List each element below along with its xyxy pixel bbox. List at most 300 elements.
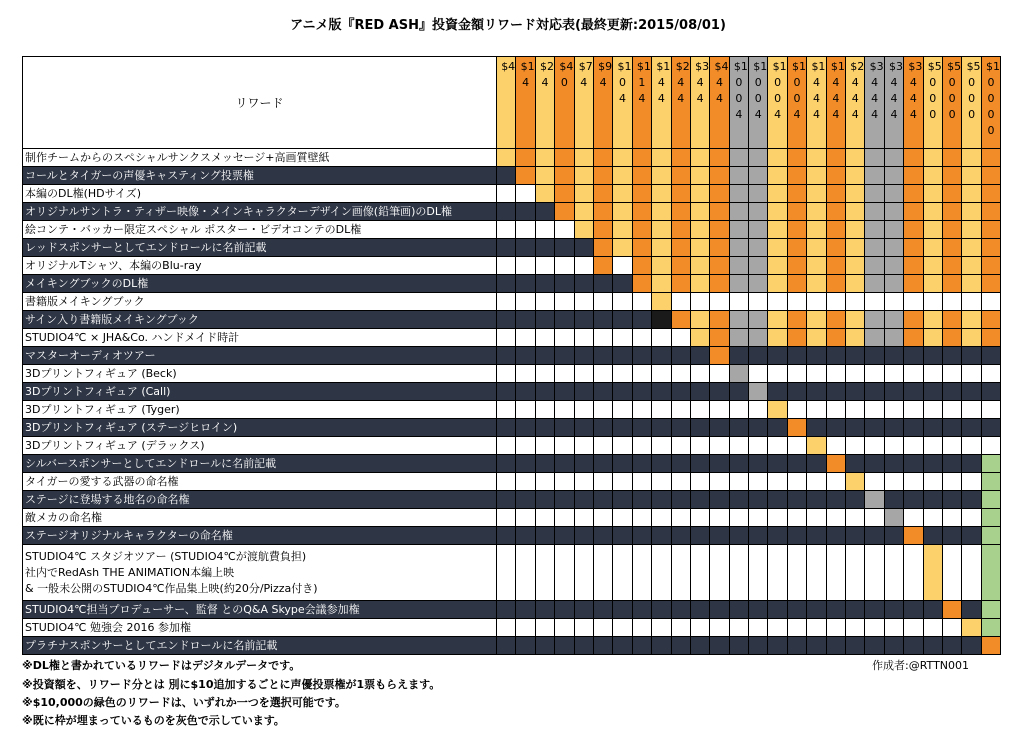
reward-cell <box>865 311 884 329</box>
reward-cell <box>690 167 709 185</box>
tier-label: $3444 <box>908 60 923 121</box>
reward-cell <box>749 401 768 419</box>
reward-cell <box>826 419 845 437</box>
reward-cell <box>942 167 961 185</box>
reward-cell <box>904 601 923 619</box>
reward-cell <box>923 437 942 455</box>
reward-cell <box>884 527 903 545</box>
reward-cell <box>497 203 516 221</box>
reward-cell <box>555 491 574 509</box>
reward-cell <box>904 329 923 347</box>
tier-header <box>593 57 612 149</box>
reward-row <box>23 437 1001 455</box>
reward-cell <box>942 619 961 637</box>
reward-cell <box>574 257 593 275</box>
reward-cell <box>632 419 651 437</box>
reward-cell <box>981 437 1000 455</box>
reward-row <box>23 167 1001 185</box>
reward-cell <box>535 185 554 203</box>
reward-cell <box>690 347 709 365</box>
reward-cell <box>826 473 845 491</box>
reward-cell <box>535 455 554 473</box>
reward-cell <box>865 601 884 619</box>
reward-cell <box>690 311 709 329</box>
reward-cell <box>962 221 981 239</box>
reward-cell <box>884 419 903 437</box>
reward-cell <box>516 509 535 527</box>
reward-label: ステージオリジナルキャラクターの命名権 <box>23 527 497 545</box>
reward-cell <box>729 149 748 167</box>
reward-cell <box>671 257 690 275</box>
reward-cell <box>632 473 651 491</box>
reward-cell <box>729 293 748 311</box>
reward-row <box>23 347 1001 365</box>
reward-cell <box>923 329 942 347</box>
reward-cell <box>749 221 768 239</box>
reward-cell <box>865 221 884 239</box>
reward-cell <box>593 185 612 203</box>
reward-cell <box>497 257 516 275</box>
reward-cell <box>671 383 690 401</box>
reward-cell <box>865 619 884 637</box>
reward-cell <box>593 293 612 311</box>
reward-cell <box>749 619 768 637</box>
reward-cell <box>710 167 729 185</box>
reward-cell <box>981 149 1000 167</box>
reward-cell <box>497 221 516 239</box>
reward-cell <box>962 167 981 185</box>
tier-header <box>962 57 981 149</box>
reward-cell <box>574 167 593 185</box>
reward-cell <box>497 419 516 437</box>
reward-cell <box>904 401 923 419</box>
reward-cell <box>690 491 709 509</box>
reward-cell <box>846 383 865 401</box>
reward-cell <box>555 275 574 293</box>
reward-cell <box>516 491 535 509</box>
reward-cell <box>593 527 612 545</box>
reward-cell <box>962 185 981 203</box>
reward-cell <box>942 275 961 293</box>
reward-row <box>23 275 1001 293</box>
reward-cell <box>671 185 690 203</box>
reward-cell <box>846 637 865 655</box>
reward-cell <box>923 383 942 401</box>
reward-cell <box>535 491 554 509</box>
reward-cell <box>535 203 554 221</box>
reward-cell <box>593 347 612 365</box>
reward-cell <box>613 455 632 473</box>
reward-cell <box>981 203 1000 221</box>
reward-cell <box>652 167 671 185</box>
reward-cell <box>826 347 845 365</box>
reward-cell <box>613 509 632 527</box>
reward-cell <box>535 419 554 437</box>
reward-cell <box>652 203 671 221</box>
reward-cell <box>846 239 865 257</box>
reward-cell <box>942 401 961 419</box>
reward-cell <box>768 473 787 491</box>
tier-header <box>768 57 787 149</box>
reward-cell <box>516 437 535 455</box>
reward-cell <box>826 401 845 419</box>
reward-cell <box>555 203 574 221</box>
reward-cell <box>981 257 1000 275</box>
reward-cell <box>690 527 709 545</box>
reward-cell <box>497 437 516 455</box>
reward-cell <box>535 619 554 637</box>
reward-cell <box>652 365 671 383</box>
reward-cell <box>826 437 845 455</box>
reward-cell <box>652 257 671 275</box>
reward-cell <box>632 239 651 257</box>
reward-cell <box>846 203 865 221</box>
reward-cell <box>981 311 1000 329</box>
reward-cell <box>768 455 787 473</box>
reward-cell <box>593 419 612 437</box>
reward-cell <box>710 149 729 167</box>
tier-label: $114 <box>636 60 651 105</box>
reward-cell <box>710 185 729 203</box>
reward-cell <box>787 527 806 545</box>
reward-cell <box>749 275 768 293</box>
reward-cell <box>652 419 671 437</box>
reward-cell <box>632 185 651 203</box>
reward-cell <box>884 619 903 637</box>
reward-cell <box>846 293 865 311</box>
reward-cell <box>807 473 826 491</box>
reward-cell <box>942 365 961 383</box>
reward-cell <box>981 509 1000 527</box>
reward-cell <box>632 437 651 455</box>
reward-cell <box>787 619 806 637</box>
page-title: アニメ版『RED ASH』投資金額リワード対応表(最終更新:2015/08/01) <box>290 18 726 33</box>
reward-cell <box>826 619 845 637</box>
reward-label: 3Dプリントフィギュア (Tyger) <box>23 401 497 419</box>
reward-cell <box>846 167 865 185</box>
reward-cell <box>962 347 981 365</box>
reward-cell <box>787 419 806 437</box>
reward-cell <box>904 293 923 311</box>
reward-cell <box>632 149 651 167</box>
reward-cell <box>497 329 516 347</box>
reward-cell <box>923 257 942 275</box>
reward-cell <box>923 293 942 311</box>
reward-label: 3Dプリントフィギュア (Beck) <box>23 365 497 383</box>
reward-cell <box>884 221 903 239</box>
reward-cell <box>865 637 884 655</box>
reward-cell <box>652 509 671 527</box>
reward-cell <box>904 473 923 491</box>
reward-cell <box>593 401 612 419</box>
reward-cell <box>787 637 806 655</box>
reward-label: 絵コンテ・バッカー限定スペシャル ポスター・ビデオコンテのDL権 <box>23 221 497 239</box>
reward-cell <box>593 275 612 293</box>
reward-cell <box>942 257 961 275</box>
reward-cell <box>497 311 516 329</box>
reward-cell <box>865 275 884 293</box>
reward-cell <box>942 419 961 437</box>
reward-cell <box>787 401 806 419</box>
reward-cell <box>981 545 1000 601</box>
reward-cell <box>884 401 903 419</box>
reward-cell <box>729 491 748 509</box>
reward-cell <box>807 239 826 257</box>
reward-cell <box>729 401 748 419</box>
tier-label: $10000 <box>985 60 1000 137</box>
reward-cell <box>535 311 554 329</box>
reward-cell <box>865 203 884 221</box>
reward-cell <box>497 383 516 401</box>
reward-cell <box>826 203 845 221</box>
reward-cell <box>632 601 651 619</box>
reward-cell <box>942 491 961 509</box>
reward-cell <box>535 437 554 455</box>
reward-cell <box>652 401 671 419</box>
reward-cell <box>593 239 612 257</box>
reward-cell <box>807 545 826 601</box>
reward-cell <box>768 275 787 293</box>
reward-cell <box>671 203 690 221</box>
reward-cell <box>710 311 729 329</box>
reward-cell <box>613 167 632 185</box>
reward-cell <box>710 257 729 275</box>
tier-label: $2444 <box>850 60 865 121</box>
reward-cell <box>846 545 865 601</box>
reward-cell <box>516 347 535 365</box>
reward-cell <box>942 437 961 455</box>
reward-cell <box>904 437 923 455</box>
reward-cell <box>942 383 961 401</box>
reward-cell <box>962 473 981 491</box>
reward-cell <box>593 329 612 347</box>
tier-label: $444 <box>714 60 729 105</box>
reward-cell <box>981 419 1000 437</box>
reward-cell <box>981 527 1000 545</box>
reward-cell <box>846 185 865 203</box>
reward-cell <box>555 149 574 167</box>
reward-cell <box>574 637 593 655</box>
reward-cell <box>749 545 768 601</box>
reward-cell <box>942 473 961 491</box>
reward-cell <box>516 545 535 601</box>
reward-cell <box>671 347 690 365</box>
reward-label <box>23 545 497 601</box>
reward-cell <box>574 437 593 455</box>
reward-cell <box>516 419 535 437</box>
reward-cell <box>846 455 865 473</box>
reward-cell <box>826 637 845 655</box>
reward-label: 3Dプリントフィギュア (Call) <box>23 383 497 401</box>
reward-cell <box>729 221 748 239</box>
reward-cell <box>535 509 554 527</box>
reward-cell <box>555 419 574 437</box>
reward-cell <box>962 401 981 419</box>
reward-cell <box>593 365 612 383</box>
reward-cell <box>787 329 806 347</box>
tier-label: $5000 <box>927 60 942 121</box>
tier-label: $144 <box>656 60 671 105</box>
reward-cell <box>884 365 903 383</box>
reward-cell <box>729 167 748 185</box>
reward-cell <box>574 239 593 257</box>
reward-cell <box>749 437 768 455</box>
reward-cell <box>535 293 554 311</box>
reward-cell <box>671 455 690 473</box>
reward-cell <box>942 637 961 655</box>
reward-cell <box>787 383 806 401</box>
reward-cell <box>846 473 865 491</box>
reward-cell <box>710 239 729 257</box>
reward-cell <box>807 383 826 401</box>
reward-cell <box>787 239 806 257</box>
reward-cell <box>593 601 612 619</box>
reward-cell <box>749 601 768 619</box>
reward-cell <box>497 545 516 601</box>
reward-cell <box>807 293 826 311</box>
reward-cell <box>807 637 826 655</box>
reward-cell <box>846 347 865 365</box>
reward-label: STUDIO4℃ 勉強会 2016 参加権 <box>23 619 497 637</box>
reward-cell <box>807 401 826 419</box>
reward-cell <box>865 419 884 437</box>
reward-cell <box>962 365 981 383</box>
reward-cell <box>981 347 1000 365</box>
reward-cell <box>497 509 516 527</box>
reward-cell <box>807 419 826 437</box>
reward-cell <box>690 637 709 655</box>
reward-row <box>23 203 1001 221</box>
reward-cell <box>962 509 981 527</box>
tier-header <box>981 57 1000 149</box>
reward-cell <box>690 149 709 167</box>
reward-cell <box>865 365 884 383</box>
reward-cell <box>497 149 516 167</box>
reward-cell <box>749 637 768 655</box>
tier-label: $74 <box>578 60 593 89</box>
reward-cell <box>749 257 768 275</box>
reward-cell <box>516 473 535 491</box>
reward-cell <box>574 527 593 545</box>
reward-column-header: リワード <box>23 57 497 149</box>
reward-cell <box>555 221 574 239</box>
reward-cell <box>516 455 535 473</box>
reward-cell <box>555 637 574 655</box>
reward-cell <box>729 365 748 383</box>
reward-cell <box>671 365 690 383</box>
reward-cell <box>652 293 671 311</box>
reward-cell <box>865 545 884 601</box>
reward-cell <box>749 347 768 365</box>
reward-cell <box>962 455 981 473</box>
reward-cell <box>981 167 1000 185</box>
tier-label: $1004 <box>792 60 807 121</box>
author-credit: 作成者:@RTTN001 <box>872 659 970 672</box>
reward-cell <box>884 257 903 275</box>
reward-row <box>23 491 1001 509</box>
reward-cell <box>516 527 535 545</box>
reward-cell <box>729 275 748 293</box>
reward-cell <box>962 329 981 347</box>
reward-cell <box>593 491 612 509</box>
tier-header <box>652 57 671 149</box>
reward-cell <box>574 401 593 419</box>
reward-cell <box>942 293 961 311</box>
reward-cell <box>516 619 535 637</box>
reward-cell <box>555 185 574 203</box>
reward-cell <box>768 527 787 545</box>
reward-cell <box>729 455 748 473</box>
reward-cell <box>807 149 826 167</box>
reward-cell <box>613 527 632 545</box>
reward-cell <box>787 257 806 275</box>
reward-cell <box>671 329 690 347</box>
reward-cell <box>884 437 903 455</box>
reward-cell <box>923 347 942 365</box>
reward-cell <box>632 455 651 473</box>
reward-cell <box>768 221 787 239</box>
footnote-1: ※DL権と書かれているリワードはデジタルデータです。 <box>22 659 301 672</box>
tier-header <box>749 57 768 149</box>
reward-cell <box>904 491 923 509</box>
reward-cell <box>787 167 806 185</box>
reward-row <box>23 185 1001 203</box>
tier-label: $24 <box>539 60 554 89</box>
reward-cell <box>710 275 729 293</box>
reward-cell <box>962 311 981 329</box>
reward-cell <box>555 257 574 275</box>
reward-cell <box>535 239 554 257</box>
reward-cell <box>690 221 709 239</box>
reward-cell <box>652 437 671 455</box>
reward-cell <box>768 545 787 601</box>
reward-row <box>23 329 1001 347</box>
reward-cell <box>923 419 942 437</box>
reward-cell <box>942 149 961 167</box>
reward-cell <box>749 329 768 347</box>
reward-cell <box>652 527 671 545</box>
reward-cell <box>497 527 516 545</box>
reward-cell <box>826 239 845 257</box>
reward-cell <box>787 221 806 239</box>
reward-cell <box>613 419 632 437</box>
reward-cell <box>632 545 651 601</box>
reward-cell <box>846 401 865 419</box>
reward-cell <box>865 239 884 257</box>
reward-cell <box>613 437 632 455</box>
reward-label-line: STUDIO4℃ スタジオツアー (STUDIO4℃が渡航費負担) <box>25 549 307 563</box>
reward-cell <box>884 545 903 601</box>
reward-cell <box>981 383 1000 401</box>
reward-cell <box>535 167 554 185</box>
reward-cell <box>981 637 1000 655</box>
reward-cell <box>807 601 826 619</box>
reward-cell <box>632 203 651 221</box>
reward-cell <box>516 239 535 257</box>
reward-cell <box>671 149 690 167</box>
reward-cell <box>749 239 768 257</box>
reward-cell <box>846 491 865 509</box>
tier-header <box>574 57 593 149</box>
reward-cell <box>826 491 845 509</box>
reward-cell <box>787 455 806 473</box>
reward-cell <box>555 401 574 419</box>
reward-cell <box>535 257 554 275</box>
reward-row <box>23 221 1001 239</box>
reward-cell <box>690 473 709 491</box>
tier-label: $1004 <box>772 60 787 121</box>
reward-cell <box>904 509 923 527</box>
